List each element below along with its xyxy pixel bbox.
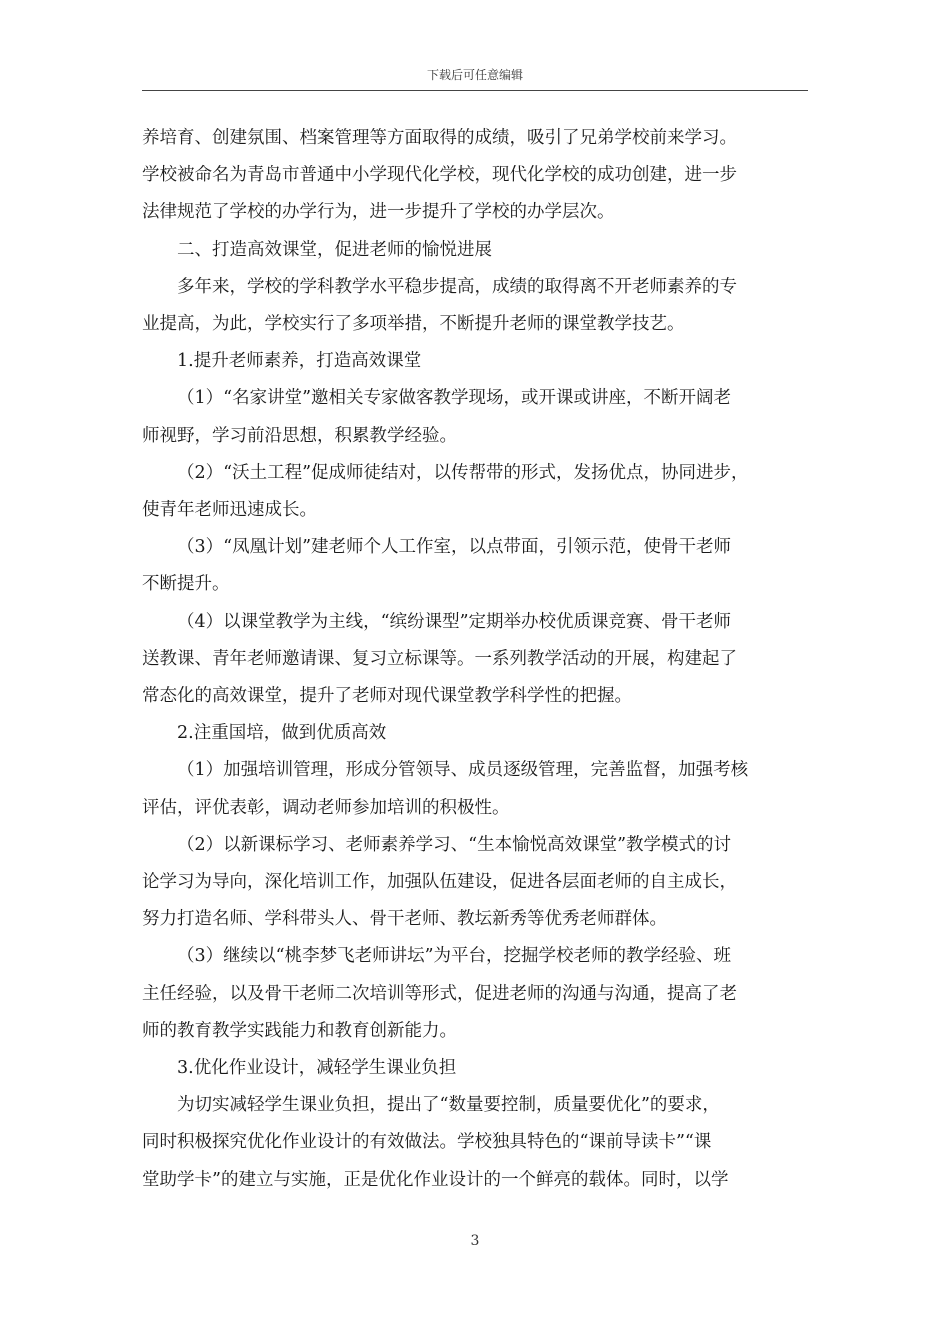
text-line: 不断提升。	[142, 574, 230, 595]
text-line: （1）“名家讲堂”邀相关专家做客教学现场，或开课或讲座，不断开阔老	[177, 388, 732, 409]
text-line: 多年来，学校的学科教学水平稳步提高，成绩的取得离不开老师素养的专	[177, 276, 737, 297]
text-line: （2）“沃土工程”促成师徒结对，以传帮带的形式，发扬优点，协同进步，	[177, 462, 749, 483]
text-line: （4）以课堂教学为主线，“缤纷课型”定期举办校优质课竞赛、骨干老师	[177, 611, 732, 632]
text-line: 养培育、创建氛围、档案管理等方面取得的成绩，吸引了兄弟学校前来学习。	[142, 128, 737, 148]
text-line: 主任经验，以及骨干老师二次培训等形式，促进老师的沟通与沟通，提高了老	[142, 983, 737, 1004]
text-line: 业提高，为此，学校实行了多项举措，不断提升老师的课堂教学技艺。	[142, 314, 685, 335]
section-heading: 二、打造高效课堂，促进老师的愉悦进展	[177, 239, 492, 260]
text-line: 学校被命名为青岛市普通中小学现代化学校，现代化学校的成功创建，进一步	[142, 165, 737, 186]
page-header: 下载后可任意编辑	[426, 68, 523, 82]
text-line: （1）加强培训管理，形成分管领导、成员逐级管理，完善监督，加强考核	[177, 760, 749, 781]
text-line: 同时积极探究优化作业设计的有效做法。学校独具特色的“课前导读卡”“课	[142, 1132, 712, 1153]
text-line: 论学习为导向，深化培训工作，加强队伍建设，促进各层面老师的自主成长，	[142, 872, 737, 893]
text-line: 常态化的高效课堂，提升了老师对现代课堂教学科学性的把握。	[142, 686, 632, 707]
subsection-heading: 3.优化作业设计，减轻学生课业负担	[177, 1058, 457, 1079]
text-line: 送教课、青年老师邀请课、复习立标课等。一系列教学活动的开展，构建起了	[142, 648, 737, 669]
text-line: 师视野，学习前沿思想，积累教学经验。	[142, 425, 457, 446]
header-divider	[142, 90, 808, 91]
body-text	[142, 120, 818, 1199]
text-line: 师的教育教学实践能力和教育创新能力。	[142, 1020, 457, 1041]
text-line: 努力打造名师、学科带头人、骨干老师、教坛新秀等优秀老师群体。	[142, 909, 667, 930]
text-line: 堂助学卡”的建立与实施，正是优化作业设计的一个鲜亮的载体。同时，以学	[142, 1169, 729, 1190]
text-line: （2）以新课标学习、老师素养学习、“生本愉悦高效课堂”教学模式的讨	[177, 834, 732, 855]
page-number: 3	[470, 1233, 480, 1249]
text-line: 使青年老师迅速成长。	[142, 500, 317, 521]
text-line: 为切实减轻学生课业负担，提出了“数量要控制，质量要优化”的要求，	[177, 1095, 720, 1116]
subsection-heading: 2.注重国培，做到优质高效	[177, 723, 387, 744]
text-line: （3）“凤凰计划”建老师个人工作室，以点带面，引领示范，使骨干老师	[177, 537, 732, 558]
subsection-heading: 1.提升老师素养，打造高效课堂	[177, 351, 422, 372]
text-line: 法律规范了学校的办学行为，进一步提升了学校的办学层次。	[142, 202, 615, 223]
text-line: 评估，评优表彰，调动老师参加培训的积极性。	[142, 797, 510, 818]
text-line: （3）继续以“桃李梦飞老师讲坛”为平台，挖掘学校老师的教学经验、班	[177, 946, 732, 967]
